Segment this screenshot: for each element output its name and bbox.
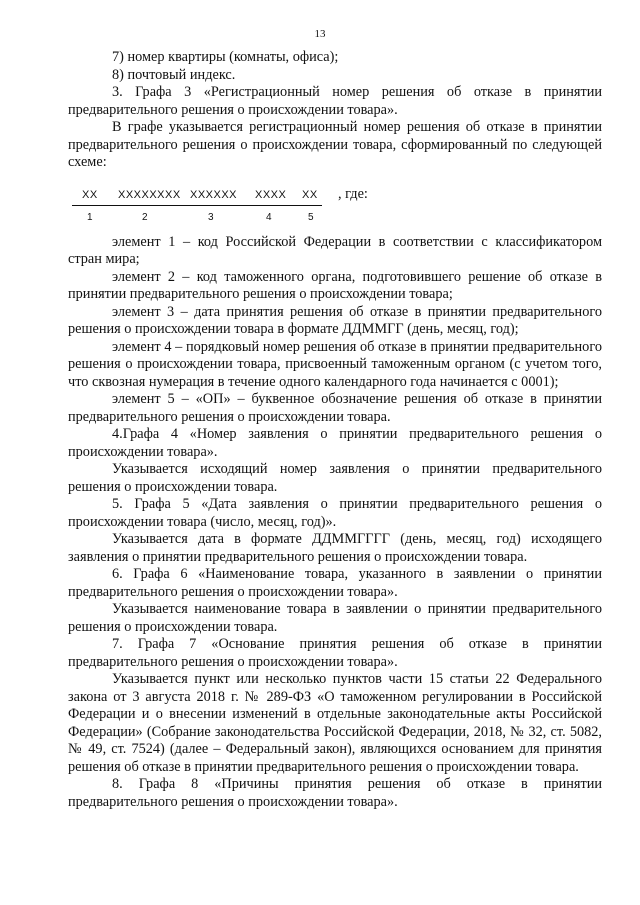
list-item-8: 8) почтовый индекс. [112, 66, 236, 83]
graph5-title: 5. Графа 5 «Дата заявления о принятии предварительного решения о происхождении товара (число, месяц, год)». [68, 496, 602, 530]
scheme-code-5: XX [302, 188, 318, 201]
scheme-index-5: 5 [308, 211, 314, 223]
element-2: элемент 2 – код таможенного органа, подготовившего решение об отказе в принятии предварительного решения о происхождении товара; [68, 268, 602, 302]
list-item-7: 7) номер квартиры (комнаты, офиса); [112, 49, 339, 65]
element-1: элемент 1 – код Российской Федерации в соответствии с классификатором стран мира; [68, 233, 602, 267]
graph4-title: 4.Графа 4 «Номер заявления о принятии предварительного решения о происхождении товара». [68, 426, 602, 460]
scheme-code-4: XXXX [255, 188, 287, 201]
document-body [68, 49, 602, 811]
graph7-text: Указывается пункт или несколько пунктов части 15 статьи 22 Федерального закона от 3 августа 2018 г. № 289-ФЗ «О таможенном регулировании в Российской Федерации и о внесении изменений в отдельные законодательные акты Российской Федерации» (Собрание законодательства Российской Федерации, 2018, № 32, ст. 5082, № 49, ст. 7524) (далее – Федеральный закон), являющихся основанием для принятия решения об отказе в принятии предварительного решения о происхождении товара. [68, 671, 602, 775]
scheme-code-2: XXXXXXXX [118, 188, 181, 201]
scheme-code-3: XXXXXX [190, 188, 238, 201]
element-5: элемент 5 – «ОП» – буквенное обозначение решения об отказе в принятии предварительного решения о происхождении товара. [68, 391, 602, 425]
graph7-title: 7. Графа 7 «Основание принятия решения об отказе в принятии предварительного решения о происхождении товара». [68, 636, 602, 670]
graph3-text: В графе указывается регистрационный номер решения об отказе в принятии предварительного решения о происхождении товара, сформированный по следующей схеме: [68, 119, 602, 170]
scheme-index-1: 1 [87, 211, 93, 223]
scheme-index-3: 3 [208, 211, 214, 223]
graph6-title: 6. Графа 6 «Наименование товара, указанного в заявлении о принятии предварительного решения о происхождении товара». [68, 566, 602, 600]
graph3-title: 3. Графа 3 «Регистрационный номер решения об отказе в принятии предварительного решения о происхождении товара». [68, 84, 602, 118]
scheme-index-4: 4 [266, 211, 272, 223]
page-number: 13 [314, 28, 326, 40]
scheme-where: , где: [338, 185, 368, 202]
scheme-underline [72, 205, 322, 206]
graph4-text: Указывается исходящий номер заявления о принятии предварительного решения о происхождении товара. [68, 461, 602, 495]
graph8-title: 8. Графа 8 «Причины принятия решения об отказе в принятии предварительного решения о происхождении товара». [68, 776, 602, 810]
graph6-text: Указывается наименование товара в заявлении о принятии предварительного решения о происхождении товара. [68, 601, 602, 635]
graph5-text: Указывается дата в формате ДДММГГГГ (день, месяц, год) исходящего заявления о принятии предварительного решения о происхождении товара. [68, 531, 602, 565]
element-4: элемент 4 – порядковый номер решения об отказе в принятии предварительного решения о происхождении товара, присвоенный таможенным органом (с учетом того, что сквозная нумерация в течение одного календарного года начинается с 0001); [68, 338, 602, 390]
scheme-index-2: 2 [142, 211, 148, 223]
scheme-code-1: XX [82, 188, 98, 201]
number-scheme [68, 172, 602, 234]
element-3: элемент 3 – дата принятия решения об отказе в принятии предварительного решения о происхождении товара в формате ДДММГГ (день, месяц, год); [68, 303, 602, 337]
